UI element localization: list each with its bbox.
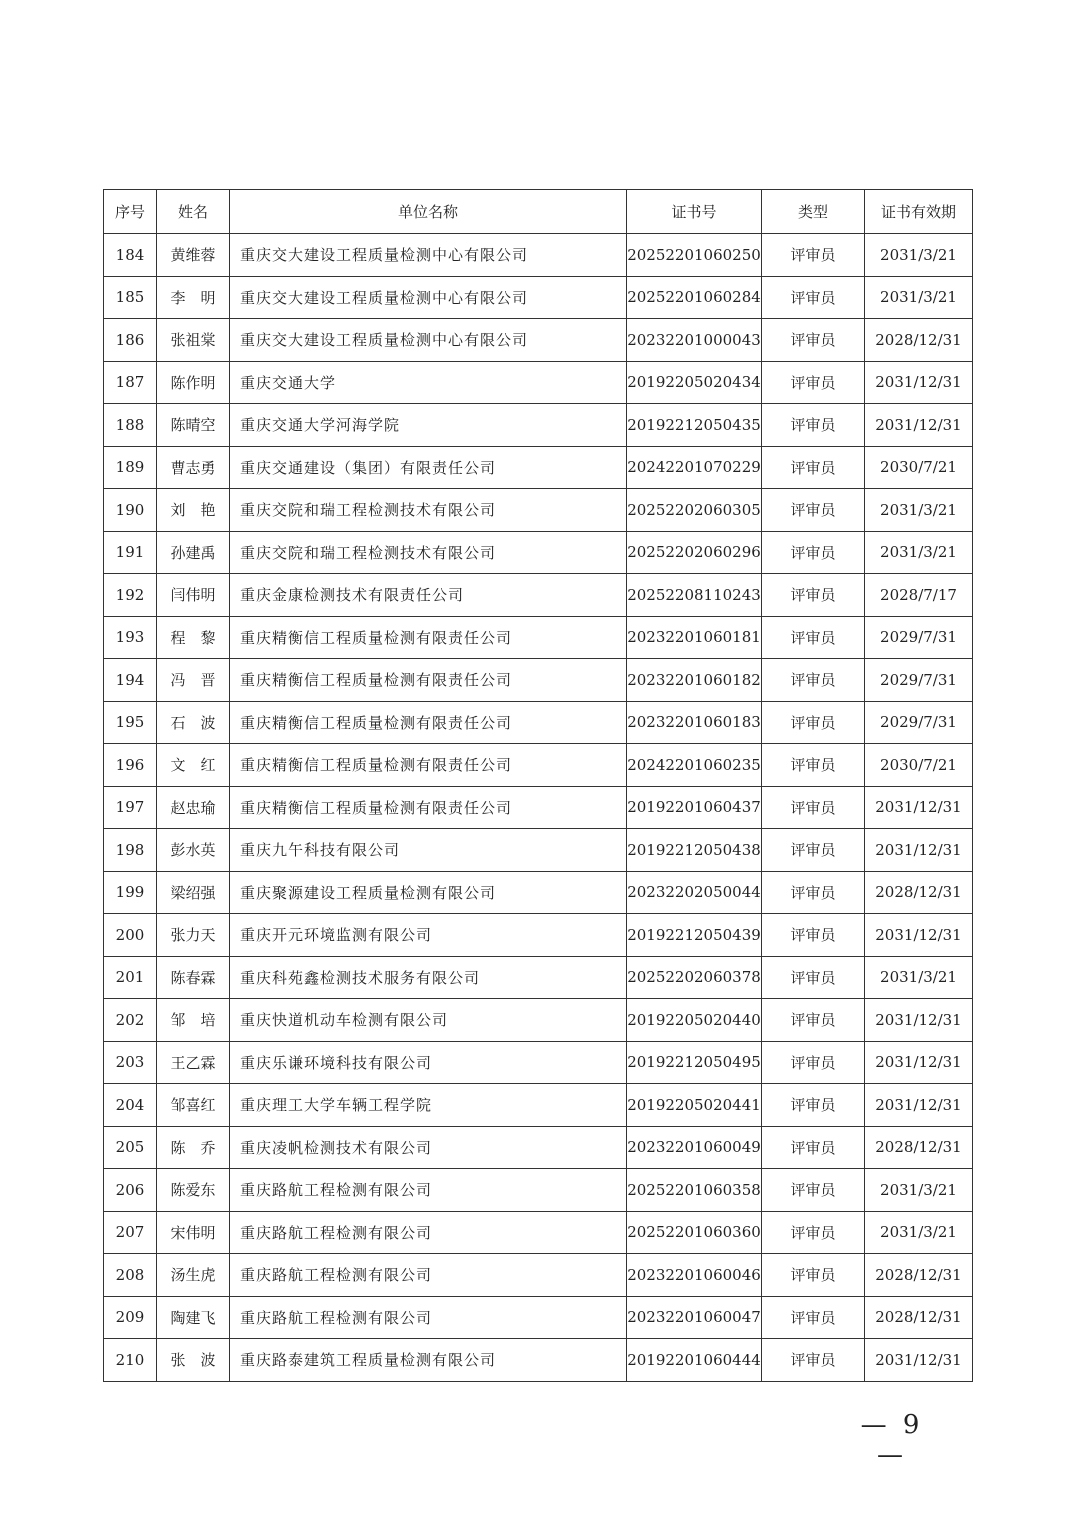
cell-certificate-number: 20192212050435 bbox=[627, 404, 762, 447]
cell-type: 评审员 bbox=[762, 234, 865, 277]
cell-unit-name: 重庆交通大学 bbox=[230, 361, 627, 404]
cell-type: 评审员 bbox=[762, 1296, 865, 1339]
cell-certificate-validity: 2028/12/31 bbox=[865, 1296, 973, 1339]
cell-type: 评审员 bbox=[762, 1254, 865, 1297]
cell-type: 评审员 bbox=[762, 319, 865, 362]
header-certificate-validity: 证书有效期 bbox=[865, 190, 973, 234]
header-type: 类型 bbox=[762, 190, 865, 234]
cell-certificate-number: 20192201060444 bbox=[627, 1339, 762, 1382]
cell-name: 李 明 bbox=[157, 276, 230, 319]
cell-serial-number: 190 bbox=[104, 489, 157, 532]
cell-certificate-number: 20252201060250 bbox=[627, 234, 762, 277]
cell-certificate-number: 20232201060046 bbox=[627, 1254, 762, 1297]
cell-serial-number: 191 bbox=[104, 531, 157, 574]
cell-certificate-number: 20192205020440 bbox=[627, 999, 762, 1042]
cell-name: 陶建飞 bbox=[157, 1296, 230, 1339]
cell-certificate-validity: 2029/7/31 bbox=[865, 616, 973, 659]
cell-certificate-validity: 2028/7/17 bbox=[865, 574, 973, 617]
cell-name: 陈作明 bbox=[157, 361, 230, 404]
cell-certificate-number: 20232201000043 bbox=[627, 319, 762, 362]
cell-type: 评审员 bbox=[762, 829, 865, 872]
cell-type: 评审员 bbox=[762, 1084, 865, 1127]
cell-certificate-number: 20252202060305 bbox=[627, 489, 762, 532]
cell-serial-number: 204 bbox=[104, 1084, 157, 1127]
cell-unit-name: 重庆路航工程检测有限公司 bbox=[230, 1169, 627, 1212]
cell-name: 孙建禹 bbox=[157, 531, 230, 574]
table-row bbox=[104, 531, 973, 574]
cell-type: 评审员 bbox=[762, 361, 865, 404]
cell-name: 石 波 bbox=[157, 701, 230, 744]
cell-unit-name: 重庆交通建设（集团）有限责任公司 bbox=[230, 446, 627, 489]
cell-type: 评审员 bbox=[762, 531, 865, 574]
cell-unit-name: 重庆精衡信工程质量检测有限责任公司 bbox=[230, 744, 627, 787]
cell-unit-name: 重庆交院和瑞工程检测技术有限公司 bbox=[230, 489, 627, 532]
cell-unit-name: 重庆金康检测技术有限责任公司 bbox=[230, 574, 627, 617]
cell-name: 邹喜红 bbox=[157, 1084, 230, 1127]
cell-serial-number: 185 bbox=[104, 276, 157, 319]
cell-certificate-number: 20192212050439 bbox=[627, 914, 762, 957]
cell-unit-name: 重庆科苑鑫检测技术服务有限公司 bbox=[230, 956, 627, 999]
cell-certificate-validity: 2031/3/21 bbox=[865, 1211, 973, 1254]
cell-serial-number: 207 bbox=[104, 1211, 157, 1254]
cell-name: 赵忠瑜 bbox=[157, 786, 230, 829]
cell-unit-name: 重庆聚源建设工程质量检测有限公司 bbox=[230, 871, 627, 914]
cell-type: 评审员 bbox=[762, 1169, 865, 1212]
cell-serial-number: 205 bbox=[104, 1126, 157, 1169]
cell-certificate-number: 20252201060358 bbox=[627, 1169, 762, 1212]
cell-unit-name: 重庆精衡信工程质量检测有限责任公司 bbox=[230, 659, 627, 702]
cell-certificate-validity: 2031/12/31 bbox=[865, 1084, 973, 1127]
cell-certificate-validity: 2030/7/21 bbox=[865, 446, 973, 489]
cell-type: 评审员 bbox=[762, 1041, 865, 1084]
cell-certificate-number: 20192212050438 bbox=[627, 829, 762, 872]
cell-certificate-number: 20192205020441 bbox=[627, 1084, 762, 1127]
table-row bbox=[104, 361, 973, 404]
cell-name: 陈爱东 bbox=[157, 1169, 230, 1212]
table-row bbox=[104, 1084, 973, 1127]
cell-unit-name: 重庆乐谦环境科技有限公司 bbox=[230, 1041, 627, 1084]
cell-certificate-number: 20192201060437 bbox=[627, 786, 762, 829]
cell-type: 评审员 bbox=[762, 616, 865, 659]
cell-unit-name: 重庆理工大学车辆工程学院 bbox=[230, 1084, 627, 1127]
cell-type: 评审员 bbox=[762, 489, 865, 532]
cell-unit-name: 重庆交院和瑞工程检测技术有限公司 bbox=[230, 531, 627, 574]
cell-unit-name: 重庆路泰建筑工程质量检测有限公司 bbox=[230, 1339, 627, 1382]
cell-certificate-validity: 2031/3/21 bbox=[865, 531, 973, 574]
cell-unit-name: 重庆路航工程检测有限公司 bbox=[230, 1254, 627, 1297]
cell-name: 刘 艳 bbox=[157, 489, 230, 532]
cell-name: 文 红 bbox=[157, 744, 230, 787]
cell-serial-number: 193 bbox=[104, 616, 157, 659]
cell-certificate-validity: 2031/12/31 bbox=[865, 999, 973, 1042]
cell-name: 程 黎 bbox=[157, 616, 230, 659]
cell-serial-number: 187 bbox=[104, 361, 157, 404]
cell-unit-name: 重庆凌帆检测技术有限公司 bbox=[230, 1126, 627, 1169]
cell-name: 黄维蓉 bbox=[157, 234, 230, 277]
cell-type: 评审员 bbox=[762, 999, 865, 1042]
cell-certificate-validity: 2028/12/31 bbox=[865, 1254, 973, 1297]
table-row bbox=[104, 701, 973, 744]
cell-type: 评审员 bbox=[762, 276, 865, 319]
table-row bbox=[104, 1126, 973, 1169]
table-row bbox=[104, 616, 973, 659]
header-unit-name: 单位名称 bbox=[230, 190, 627, 234]
cell-certificate-number: 20192205020434 bbox=[627, 361, 762, 404]
cell-certificate-validity: 2031/12/31 bbox=[865, 361, 973, 404]
table-row bbox=[104, 276, 973, 319]
cell-unit-name: 重庆交大建设工程质量检测中心有限公司 bbox=[230, 276, 627, 319]
table-row bbox=[104, 1339, 973, 1382]
cell-unit-name: 重庆路航工程检测有限公司 bbox=[230, 1211, 627, 1254]
cell-certificate-validity: 2031/12/31 bbox=[865, 829, 973, 872]
table-row bbox=[104, 489, 973, 532]
cell-type: 评审员 bbox=[762, 446, 865, 489]
cell-unit-name: 重庆精衡信工程质量检测有限责任公司 bbox=[230, 701, 627, 744]
cell-serial-number: 200 bbox=[104, 914, 157, 957]
cell-certificate-validity: 2031/3/21 bbox=[865, 489, 973, 532]
cell-unit-name: 重庆交大建设工程质量检测中心有限公司 bbox=[230, 319, 627, 362]
table-row bbox=[104, 744, 973, 787]
cell-type: 评审员 bbox=[762, 701, 865, 744]
table-row bbox=[104, 234, 973, 277]
cell-serial-number: 189 bbox=[104, 446, 157, 489]
cell-name: 汤生虎 bbox=[157, 1254, 230, 1297]
cell-serial-number: 201 bbox=[104, 956, 157, 999]
table-row bbox=[104, 319, 973, 362]
cell-certificate-number: 20232201060182 bbox=[627, 659, 762, 702]
cell-certificate-number: 20232201060047 bbox=[627, 1296, 762, 1339]
table-row bbox=[104, 574, 973, 617]
cell-serial-number: 199 bbox=[104, 871, 157, 914]
cell-unit-name: 重庆九午科技有限公司 bbox=[230, 829, 627, 872]
cell-type: 评审员 bbox=[762, 1126, 865, 1169]
cell-name: 张 波 bbox=[157, 1339, 230, 1382]
cell-certificate-validity: 2031/3/21 bbox=[865, 1169, 973, 1212]
table-body bbox=[104, 234, 973, 1382]
cell-certificate-validity: 2028/12/31 bbox=[865, 871, 973, 914]
cell-name: 陈晴空 bbox=[157, 404, 230, 447]
table-row bbox=[104, 404, 973, 447]
table-row bbox=[104, 914, 973, 957]
cell-type: 评审员 bbox=[762, 659, 865, 702]
cell-unit-name: 重庆快道机动车检测有限公司 bbox=[230, 999, 627, 1042]
cell-unit-name: 重庆开元环境监测有限公司 bbox=[230, 914, 627, 957]
cell-serial-number: 209 bbox=[104, 1296, 157, 1339]
table-row bbox=[104, 1169, 973, 1212]
cell-name: 冯 晋 bbox=[157, 659, 230, 702]
cell-type: 评审员 bbox=[762, 956, 865, 999]
cell-unit-name: 重庆路航工程检测有限公司 bbox=[230, 1296, 627, 1339]
cell-type: 评审员 bbox=[762, 744, 865, 787]
cell-serial-number: 186 bbox=[104, 319, 157, 362]
cell-certificate-number: 20252202060378 bbox=[627, 956, 762, 999]
cell-type: 评审员 bbox=[762, 1339, 865, 1382]
evaluator-table bbox=[103, 189, 973, 1382]
cell-name: 邹 培 bbox=[157, 999, 230, 1042]
cell-name: 曹志勇 bbox=[157, 446, 230, 489]
table-row bbox=[104, 956, 973, 999]
cell-certificate-number: 20242201060235 bbox=[627, 744, 762, 787]
cell-unit-name: 重庆精衡信工程质量检测有限责任公司 bbox=[230, 616, 627, 659]
cell-type: 评审员 bbox=[762, 574, 865, 617]
cell-certificate-validity: 2031/12/31 bbox=[865, 1339, 973, 1382]
cell-certificate-number: 20252208110243 bbox=[627, 574, 762, 617]
cell-serial-number: 198 bbox=[104, 829, 157, 872]
cell-certificate-number: 20192212050495 bbox=[627, 1041, 762, 1084]
cell-certificate-validity: 2028/12/31 bbox=[865, 1126, 973, 1169]
cell-certificate-validity: 2031/3/21 bbox=[865, 234, 973, 277]
cell-type: 评审员 bbox=[762, 404, 865, 447]
table-row bbox=[104, 1041, 973, 1084]
cell-certificate-validity: 2031/12/31 bbox=[865, 914, 973, 957]
header-name: 姓名 bbox=[157, 190, 230, 234]
cell-serial-number: 203 bbox=[104, 1041, 157, 1084]
cell-type: 评审员 bbox=[762, 871, 865, 914]
cell-serial-number: 196 bbox=[104, 744, 157, 787]
cell-unit-name: 重庆交大建设工程质量检测中心有限公司 bbox=[230, 234, 627, 277]
table-row bbox=[104, 999, 973, 1042]
cell-name: 张祖棠 bbox=[157, 319, 230, 362]
cell-certificate-number: 20242201070229 bbox=[627, 446, 762, 489]
table-row bbox=[104, 446, 973, 489]
cell-name: 彭水英 bbox=[157, 829, 230, 872]
cell-certificate-validity: 2029/7/31 bbox=[865, 659, 973, 702]
cell-serial-number: 192 bbox=[104, 574, 157, 617]
cell-certificate-validity: 2031/3/21 bbox=[865, 956, 973, 999]
cell-type: 评审员 bbox=[762, 914, 865, 957]
cell-certificate-number: 20252202060296 bbox=[627, 531, 762, 574]
table-row bbox=[104, 871, 973, 914]
cell-name: 闫伟明 bbox=[157, 574, 230, 617]
cell-type: 评审员 bbox=[762, 1211, 865, 1254]
cell-certificate-number: 20232201060181 bbox=[627, 616, 762, 659]
table-row bbox=[104, 1211, 973, 1254]
table-header-row bbox=[104, 190, 973, 234]
cell-name: 王乙霖 bbox=[157, 1041, 230, 1084]
cell-name: 宋伟明 bbox=[157, 1211, 230, 1254]
table-row bbox=[104, 659, 973, 702]
cell-serial-number: 208 bbox=[104, 1254, 157, 1297]
page-number: — 9 — bbox=[860, 1410, 924, 1470]
cell-name: 陈 乔 bbox=[157, 1126, 230, 1169]
header-serial-number: 序号 bbox=[104, 190, 157, 234]
table-row bbox=[104, 829, 973, 872]
cell-certificate-number: 20252201060360 bbox=[627, 1211, 762, 1254]
cell-certificate-validity: 2030/7/21 bbox=[865, 744, 973, 787]
cell-serial-number: 197 bbox=[104, 786, 157, 829]
cell-certificate-validity: 2031/3/21 bbox=[865, 276, 973, 319]
cell-certificate-number: 20232202050044 bbox=[627, 871, 762, 914]
cell-type: 评审员 bbox=[762, 786, 865, 829]
cell-unit-name: 重庆精衡信工程质量检测有限责任公司 bbox=[230, 786, 627, 829]
header-certificate-number: 证书号 bbox=[627, 190, 762, 234]
cell-serial-number: 188 bbox=[104, 404, 157, 447]
cell-serial-number: 194 bbox=[104, 659, 157, 702]
cell-certificate-validity: 2028/12/31 bbox=[865, 319, 973, 362]
cell-certificate-validity: 2031/12/31 bbox=[865, 1041, 973, 1084]
cell-name: 张力天 bbox=[157, 914, 230, 957]
cell-serial-number: 202 bbox=[104, 999, 157, 1042]
cell-unit-name: 重庆交通大学河海学院 bbox=[230, 404, 627, 447]
cell-certificate-number: 20232201060183 bbox=[627, 701, 762, 744]
table-row bbox=[104, 786, 973, 829]
table-row bbox=[104, 1254, 973, 1297]
cell-certificate-validity: 2029/7/31 bbox=[865, 701, 973, 744]
table-row bbox=[104, 1296, 973, 1339]
cell-serial-number: 195 bbox=[104, 701, 157, 744]
cell-certificate-validity: 2031/12/31 bbox=[865, 786, 973, 829]
cell-serial-number: 184 bbox=[104, 234, 157, 277]
cell-serial-number: 206 bbox=[104, 1169, 157, 1212]
cell-name: 陈春霖 bbox=[157, 956, 230, 999]
cell-name: 梁绍强 bbox=[157, 871, 230, 914]
cell-certificate-validity: 2031/12/31 bbox=[865, 404, 973, 447]
cell-certificate-number: 20252201060284 bbox=[627, 276, 762, 319]
cell-certificate-number: 20232201060049 bbox=[627, 1126, 762, 1169]
cell-serial-number: 210 bbox=[104, 1339, 157, 1382]
